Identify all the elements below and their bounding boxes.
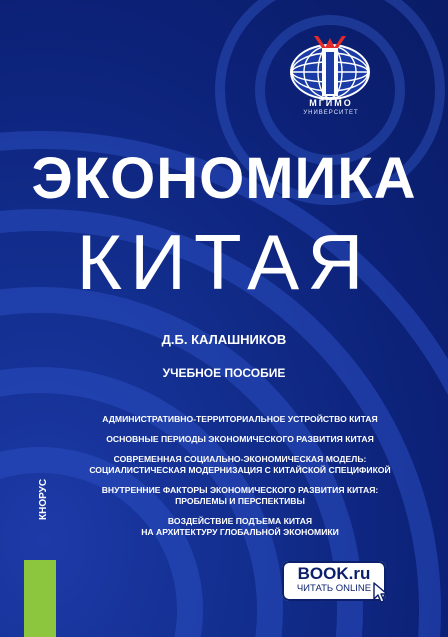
publisher-green-bar [24,560,56,637]
topic-line: СОВРЕМЕННАЯ СОЦИАЛЬНО-ЭКОНОМИЧЕСКАЯ МОДЕЛЬ: [113,454,367,464]
badge-title: BOOK.ru [297,564,371,583]
book-ru-badge[interactable] [282,561,386,601]
logo-subtitle: УНИВЕРСИТЕТ [303,110,359,116]
topic-line: ВОЗДЕЙСТВИЕ ПОДЪЕМА КИТАЯ [167,516,313,526]
topic-item [60,414,420,425]
topic-line: ПРОБЛЕМЫ И ПЕРСПЕКТИВЫ [175,496,305,506]
title-line-2: КИТАЯ [76,218,372,306]
topic-line: ОСНОВНЫЕ ПЕРИОДЫ ЭКОНОМИЧЕСКОГО РАЗВИТИЯ КИТАЯ [106,434,374,444]
topic-line: ВНУТРЕННИЕ ФАКТОРЫ ЭКОНОМИЧЕСКОГО РАЗВИТИЯ КИТАЯ: [101,485,379,495]
topic-line: СОЦИАЛИСТИЧЕСКАЯ МОДЕРНИЗАЦИЯ С КИТАЙСКОЙ СПЕЦИФИКОЙ [89,465,391,475]
badge-subtitle: ЧИТАТЬ ONLINE [296,583,372,594]
publisher-name: КНОРУС [38,478,49,520]
logo-name: МГИМО [309,98,353,108]
topic-item [60,485,420,507]
topic-item [60,516,420,538]
title-line-1: ЭКОНОМИКА [31,146,417,211]
topic-line: АДМИНИСТРАТИВНО-ТЕРРИТОРИАЛЬНОЕ УСТРОЙСТВО КИТАЯ [102,414,378,424]
topics-list [60,414,420,547]
document-type: УЧЕБНОЕ ПОСОБИЕ [162,366,286,380]
cursor-arrow-icon [372,582,390,604]
author: Д.Б. КАЛАШНИКОВ [161,332,287,347]
topic-item [60,434,420,445]
topic-item [60,454,420,476]
topic-line: НА АРХИТЕКТУРУ ГЛОБАЛЬНОЙ ЭКОНОМИКИ [141,527,339,537]
